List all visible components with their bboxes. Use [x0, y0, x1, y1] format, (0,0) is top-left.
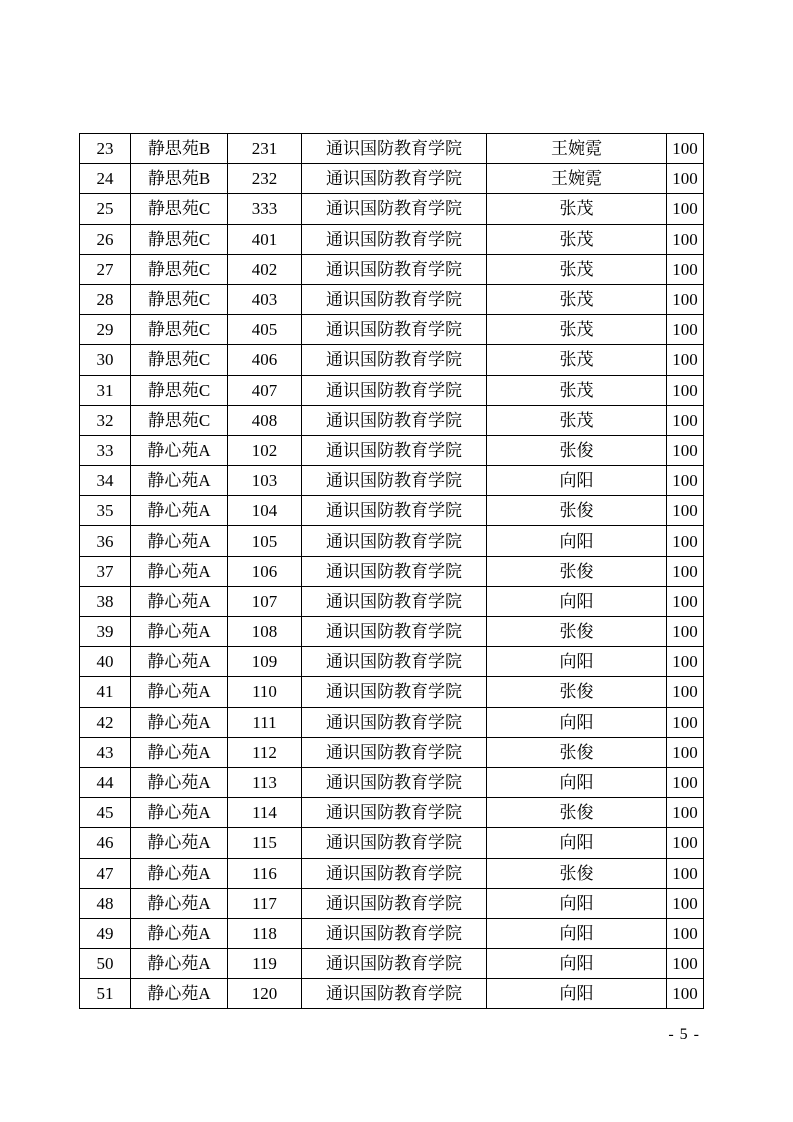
score-cell: 100: [667, 435, 704, 465]
table-row: [80, 737, 704, 767]
inspector-cell: 向阳: [487, 767, 667, 797]
table-row: [80, 254, 704, 284]
room-cell: 401: [228, 224, 302, 254]
college-cell: 通识国防教育学院: [302, 254, 487, 284]
college-cell: 通识国防教育学院: [302, 315, 487, 345]
inspector-cell: 张俊: [487, 858, 667, 888]
college-cell: 通识国防教育学院: [302, 707, 487, 737]
room-cell: 109: [228, 647, 302, 677]
building-cell: 静思苑C: [131, 284, 228, 314]
score-cell: 100: [667, 767, 704, 797]
college-cell: 通识国防教育学院: [302, 979, 487, 1009]
score-cell: 100: [667, 164, 704, 194]
inspector-cell: 张茂: [487, 345, 667, 375]
score-cell: 100: [667, 586, 704, 616]
score-cell: 100: [667, 617, 704, 647]
score-cell: 100: [667, 405, 704, 435]
building-cell: 静思苑B: [131, 164, 228, 194]
score-cell: 100: [667, 858, 704, 888]
college-cell: 通识国防教育学院: [302, 496, 487, 526]
score-cell: 100: [667, 707, 704, 737]
room-cell: 333: [228, 194, 302, 224]
building-cell: 静思苑C: [131, 345, 228, 375]
table-row: [80, 345, 704, 375]
college-cell: 通识国防教育学院: [302, 224, 487, 254]
inspector-cell: 张茂: [487, 284, 667, 314]
room-cell: 406: [228, 345, 302, 375]
inspector-cell: 张俊: [487, 496, 667, 526]
building-cell: 静心苑A: [131, 466, 228, 496]
row-index-cell: 25: [80, 194, 131, 224]
score-cell: 100: [667, 798, 704, 828]
college-cell: 通识国防教育学院: [302, 164, 487, 194]
inspector-cell: 张俊: [487, 737, 667, 767]
room-cell: 107: [228, 586, 302, 616]
score-cell: 100: [667, 194, 704, 224]
inspector-cell: 张茂: [487, 254, 667, 284]
row-index-cell: 36: [80, 526, 131, 556]
building-cell: 静心苑A: [131, 828, 228, 858]
row-index-cell: 31: [80, 375, 131, 405]
college-cell: 通识国防教育学院: [302, 194, 487, 224]
college-cell: 通识国防教育学院: [302, 284, 487, 314]
room-cell: 117: [228, 888, 302, 918]
building-cell: 静思苑C: [131, 375, 228, 405]
row-index-cell: 43: [80, 737, 131, 767]
building-cell: 静思苑C: [131, 405, 228, 435]
building-cell: 静思苑C: [131, 254, 228, 284]
row-index-cell: 48: [80, 888, 131, 918]
table-row: [80, 647, 704, 677]
building-cell: 静心苑A: [131, 526, 228, 556]
score-cell: 100: [667, 496, 704, 526]
score-cell: 100: [667, 949, 704, 979]
inspector-cell: 向阳: [487, 828, 667, 858]
college-cell: 通识国防教育学院: [302, 918, 487, 948]
score-cell: 100: [667, 888, 704, 918]
inspector-cell: 向阳: [487, 979, 667, 1009]
row-index-cell: 49: [80, 918, 131, 948]
score-cell: 100: [667, 466, 704, 496]
row-index-cell: 33: [80, 435, 131, 465]
inspector-cell: 向阳: [487, 888, 667, 918]
college-cell: 通识国防教育学院: [302, 677, 487, 707]
table-row: [80, 496, 704, 526]
building-cell: 静心苑A: [131, 435, 228, 465]
room-cell: 113: [228, 767, 302, 797]
room-cell: 110: [228, 677, 302, 707]
score-cell: 100: [667, 828, 704, 858]
score-cell: 100: [667, 315, 704, 345]
table-row: [80, 556, 704, 586]
room-cell: 106: [228, 556, 302, 586]
inspector-cell: 向阳: [487, 918, 667, 948]
table-row: [80, 435, 704, 465]
score-cell: 100: [667, 737, 704, 767]
college-cell: 通识国防教育学院: [302, 798, 487, 828]
score-cell: 100: [667, 254, 704, 284]
table-row: [80, 918, 704, 948]
college-cell: 通识国防教育学院: [302, 466, 487, 496]
college-cell: 通识国防教育学院: [302, 737, 487, 767]
building-cell: 静心苑A: [131, 586, 228, 616]
college-cell: 通识国防教育学院: [302, 858, 487, 888]
college-cell: 通识国防教育学院: [302, 435, 487, 465]
score-cell: 100: [667, 134, 704, 164]
row-index-cell: 40: [80, 647, 131, 677]
college-cell: 通识国防教育学院: [302, 647, 487, 677]
table-row: [80, 828, 704, 858]
building-cell: 静思苑C: [131, 315, 228, 345]
building-cell: 静心苑A: [131, 979, 228, 1009]
inspector-cell: 向阳: [487, 466, 667, 496]
college-cell: 通识国防教育学院: [302, 767, 487, 797]
college-cell: 通识国防教育学院: [302, 586, 487, 616]
score-cell: 100: [667, 647, 704, 677]
score-cell: 100: [667, 345, 704, 375]
row-index-cell: 35: [80, 496, 131, 526]
row-index-cell: 24: [80, 164, 131, 194]
score-cell: 100: [667, 556, 704, 586]
building-cell: 静心苑A: [131, 767, 228, 797]
college-cell: 通识国防教育学院: [302, 949, 487, 979]
college-cell: 通识国防教育学院: [302, 345, 487, 375]
row-index-cell: 42: [80, 707, 131, 737]
building-cell: 静心苑A: [131, 858, 228, 888]
building-cell: 静思苑B: [131, 134, 228, 164]
row-index-cell: 30: [80, 345, 131, 375]
inspector-cell: 张茂: [487, 375, 667, 405]
inspector-cell: 王婉霓: [487, 134, 667, 164]
table-row: [80, 979, 704, 1009]
building-cell: 静心苑A: [131, 647, 228, 677]
room-cell: 408: [228, 405, 302, 435]
table-row: [80, 315, 704, 345]
inspector-cell: 向阳: [487, 949, 667, 979]
room-cell: 118: [228, 918, 302, 948]
score-cell: 100: [667, 979, 704, 1009]
room-cell: 402: [228, 254, 302, 284]
table-row: [80, 466, 704, 496]
inspector-cell: 向阳: [487, 586, 667, 616]
table-row: [80, 405, 704, 435]
building-cell: 静思苑C: [131, 224, 228, 254]
room-cell: 105: [228, 526, 302, 556]
room-cell: 116: [228, 858, 302, 888]
college-cell: 通识国防教育学院: [302, 617, 487, 647]
room-cell: 231: [228, 134, 302, 164]
row-index-cell: 51: [80, 979, 131, 1009]
row-index-cell: 44: [80, 767, 131, 797]
row-index-cell: 27: [80, 254, 131, 284]
row-index-cell: 50: [80, 949, 131, 979]
table-row: [80, 134, 704, 164]
score-cell: 100: [667, 918, 704, 948]
row-index-cell: 34: [80, 466, 131, 496]
college-cell: 通识国防教育学院: [302, 888, 487, 918]
room-cell: 405: [228, 315, 302, 345]
row-index-cell: 37: [80, 556, 131, 586]
building-cell: 静心苑A: [131, 556, 228, 586]
score-cell: 100: [667, 526, 704, 556]
inspector-cell: 张茂: [487, 315, 667, 345]
building-cell: 静心苑A: [131, 798, 228, 828]
table-row: [80, 617, 704, 647]
room-cell: 114: [228, 798, 302, 828]
table-row: [80, 526, 704, 556]
inspector-cell: 张俊: [487, 677, 667, 707]
inspector-cell: 张茂: [487, 194, 667, 224]
room-cell: 232: [228, 164, 302, 194]
inspector-cell: 张俊: [487, 556, 667, 586]
building-cell: 静心苑A: [131, 707, 228, 737]
table-body: [80, 134, 704, 1009]
table-row: [80, 284, 704, 314]
building-cell: 静心苑A: [131, 888, 228, 918]
inspector-cell: 王婉霓: [487, 164, 667, 194]
table-row: [80, 194, 704, 224]
inspector-cell: 向阳: [487, 707, 667, 737]
inspector-cell: 向阳: [487, 647, 667, 677]
dormitory-score-table: [79, 133, 704, 1009]
college-cell: 通识国防教育学院: [302, 526, 487, 556]
table-row: [80, 767, 704, 797]
score-cell: 100: [667, 224, 704, 254]
table-row: [80, 949, 704, 979]
building-cell: 静心苑A: [131, 737, 228, 767]
room-cell: 103: [228, 466, 302, 496]
row-index-cell: 28: [80, 284, 131, 314]
row-index-cell: 29: [80, 315, 131, 345]
score-cell: 100: [667, 677, 704, 707]
table-row: [80, 375, 704, 405]
row-index-cell: 39: [80, 617, 131, 647]
room-cell: 108: [228, 617, 302, 647]
table-row: [80, 164, 704, 194]
building-cell: 静心苑A: [131, 949, 228, 979]
room-cell: 119: [228, 949, 302, 979]
college-cell: 通识国防教育学院: [302, 134, 487, 164]
inspector-cell: 张俊: [487, 798, 667, 828]
building-cell: 静心苑A: [131, 496, 228, 526]
row-index-cell: 46: [80, 828, 131, 858]
building-cell: 静心苑A: [131, 918, 228, 948]
room-cell: 104: [228, 496, 302, 526]
inspector-cell: 张茂: [487, 405, 667, 435]
inspector-cell: 张俊: [487, 435, 667, 465]
row-index-cell: 32: [80, 405, 131, 435]
table-row: [80, 888, 704, 918]
room-cell: 120: [228, 979, 302, 1009]
room-cell: 407: [228, 375, 302, 405]
inspector-cell: 张茂: [487, 224, 667, 254]
row-index-cell: 26: [80, 224, 131, 254]
row-index-cell: 23: [80, 134, 131, 164]
room-cell: 403: [228, 284, 302, 314]
table-row: [80, 677, 704, 707]
building-cell: 静心苑A: [131, 677, 228, 707]
college-cell: 通识国防教育学院: [302, 556, 487, 586]
table-row: [80, 224, 704, 254]
building-cell: 静思苑C: [131, 194, 228, 224]
score-cell: 100: [667, 284, 704, 314]
table-row: [80, 858, 704, 888]
table-row: [80, 586, 704, 616]
row-index-cell: 38: [80, 586, 131, 616]
college-cell: 通识国防教育学院: [302, 405, 487, 435]
college-cell: 通识国防教育学院: [302, 375, 487, 405]
row-index-cell: 47: [80, 858, 131, 888]
row-index-cell: 45: [80, 798, 131, 828]
college-cell: 通识国防教育学院: [302, 828, 487, 858]
table-row: [80, 798, 704, 828]
inspector-cell: 张俊: [487, 617, 667, 647]
table-row: [80, 707, 704, 737]
page-number: - 5 -: [668, 1026, 700, 1043]
score-cell: 100: [667, 375, 704, 405]
room-cell: 102: [228, 435, 302, 465]
room-cell: 111: [228, 707, 302, 737]
room-cell: 112: [228, 737, 302, 767]
inspector-cell: 向阳: [487, 526, 667, 556]
row-index-cell: 41: [80, 677, 131, 707]
room-cell: 115: [228, 828, 302, 858]
building-cell: 静心苑A: [131, 617, 228, 647]
